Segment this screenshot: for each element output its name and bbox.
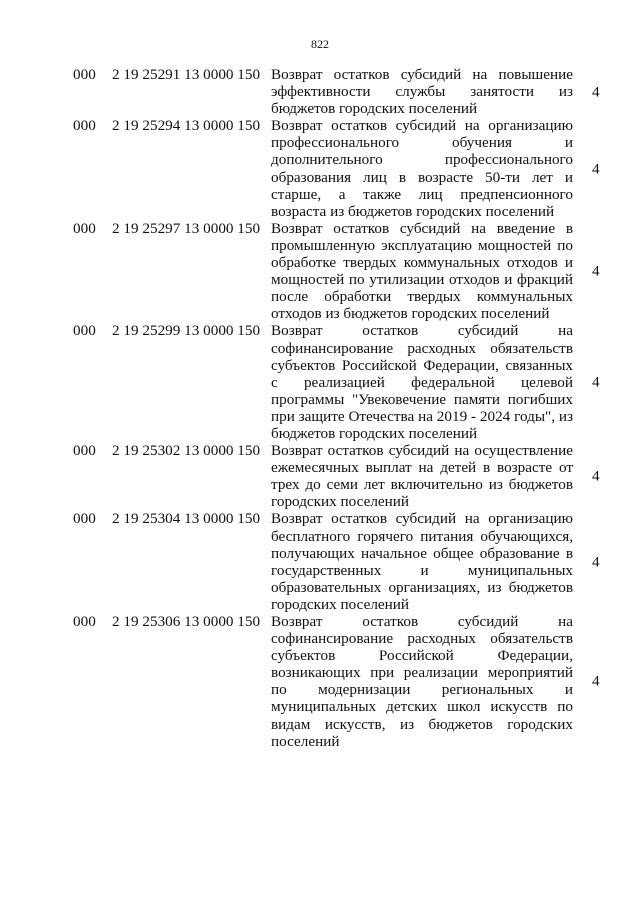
budget-classification-code: 2 19 25304 13 0000 150 xyxy=(112,510,261,528)
income-name: Возврат остатков субсидий на организацию бесплатного горячего питания обучающихся, получающих начальное общее образование в государственных и муниципальных образовательных организациях, из бюджетов городских поселений xyxy=(271,510,573,613)
admin-code: 000 xyxy=(73,322,96,340)
income-name: Возврат остатков субсидий на повышение эффективности службы занятости из бюджетов городских поселений xyxy=(271,66,573,118)
column-value: 4 xyxy=(592,160,600,178)
table-row xyxy=(0,510,640,613)
admin-code: 000 xyxy=(73,510,96,528)
admin-code: 000 xyxy=(73,117,96,135)
table-row xyxy=(0,442,640,510)
income-name: Возврат остатков субсидий на введение в промышленную эксплуатацию мощностей по обработке твердых коммунальных отходов и мощностей по утилизации отходов и фракций после обработки твердых коммунальных отходов из бюджетов городских поселений xyxy=(271,219,573,323)
page-number: 822 xyxy=(311,37,329,51)
table-row xyxy=(0,322,640,442)
budget-code-table xyxy=(0,66,640,750)
column-value: 4 xyxy=(592,672,600,690)
table-row xyxy=(0,117,640,220)
column-value: 4 xyxy=(592,373,600,391)
income-name: Возврат остатков субсидий на софинансирование расходных обязательств субъектов Российской Федерации, возникающих при реализации мероприятий по модернизации региональных и муниципальных детских школ искусств по видам искусств, из бюджетов городских поселений xyxy=(271,613,573,750)
budget-classification-code: 2 19 25302 13 0000 150 xyxy=(112,442,261,460)
column-value: 4 xyxy=(592,83,600,101)
budget-classification-code: 2 19 25297 13 0000 150 xyxy=(112,219,261,237)
admin-code: 000 xyxy=(73,219,96,237)
income-name: Возврат остатков субсидий на софинансирование расходных обязательств субъектов Российской Федерации, связанных с реализацией федеральной целевой программы "Увековечение памяти погибших при защите Отечества на 2019 - 2024 годы", из бюджетов городских поселений xyxy=(271,322,573,442)
table-row xyxy=(0,220,640,323)
column-value: 4 xyxy=(592,262,600,280)
income-name: Возврат остатков субсидий на организацию профессионального обучения и дополнительного профессионального образования лиц в возрасте 50-ти лет и старше, а также лиц предпенсионного возраста из бюджетов городских поселений xyxy=(271,117,573,220)
budget-classification-code: 2 19 25306 13 0000 150 xyxy=(112,613,261,630)
budget-classification-code: 2 19 25294 13 0000 150 xyxy=(112,117,261,135)
admin-code: 000 xyxy=(73,66,96,83)
admin-code: 000 xyxy=(73,442,96,460)
column-value: 4 xyxy=(592,467,600,485)
table-row xyxy=(0,66,640,117)
admin-code: 000 xyxy=(73,613,96,630)
income-name: Возврат остатков субсидий на осуществление ежемесячных выплат на детей в возрасте от трех до семи лет включительно из бюджетов городских поселений xyxy=(271,442,573,511)
budget-classification-code: 2 19 25299 13 0000 150 xyxy=(112,322,261,340)
column-value: 4 xyxy=(592,553,600,571)
table-row xyxy=(0,613,640,750)
budget-classification-code: 2 19 25291 13 0000 150 xyxy=(112,66,261,83)
